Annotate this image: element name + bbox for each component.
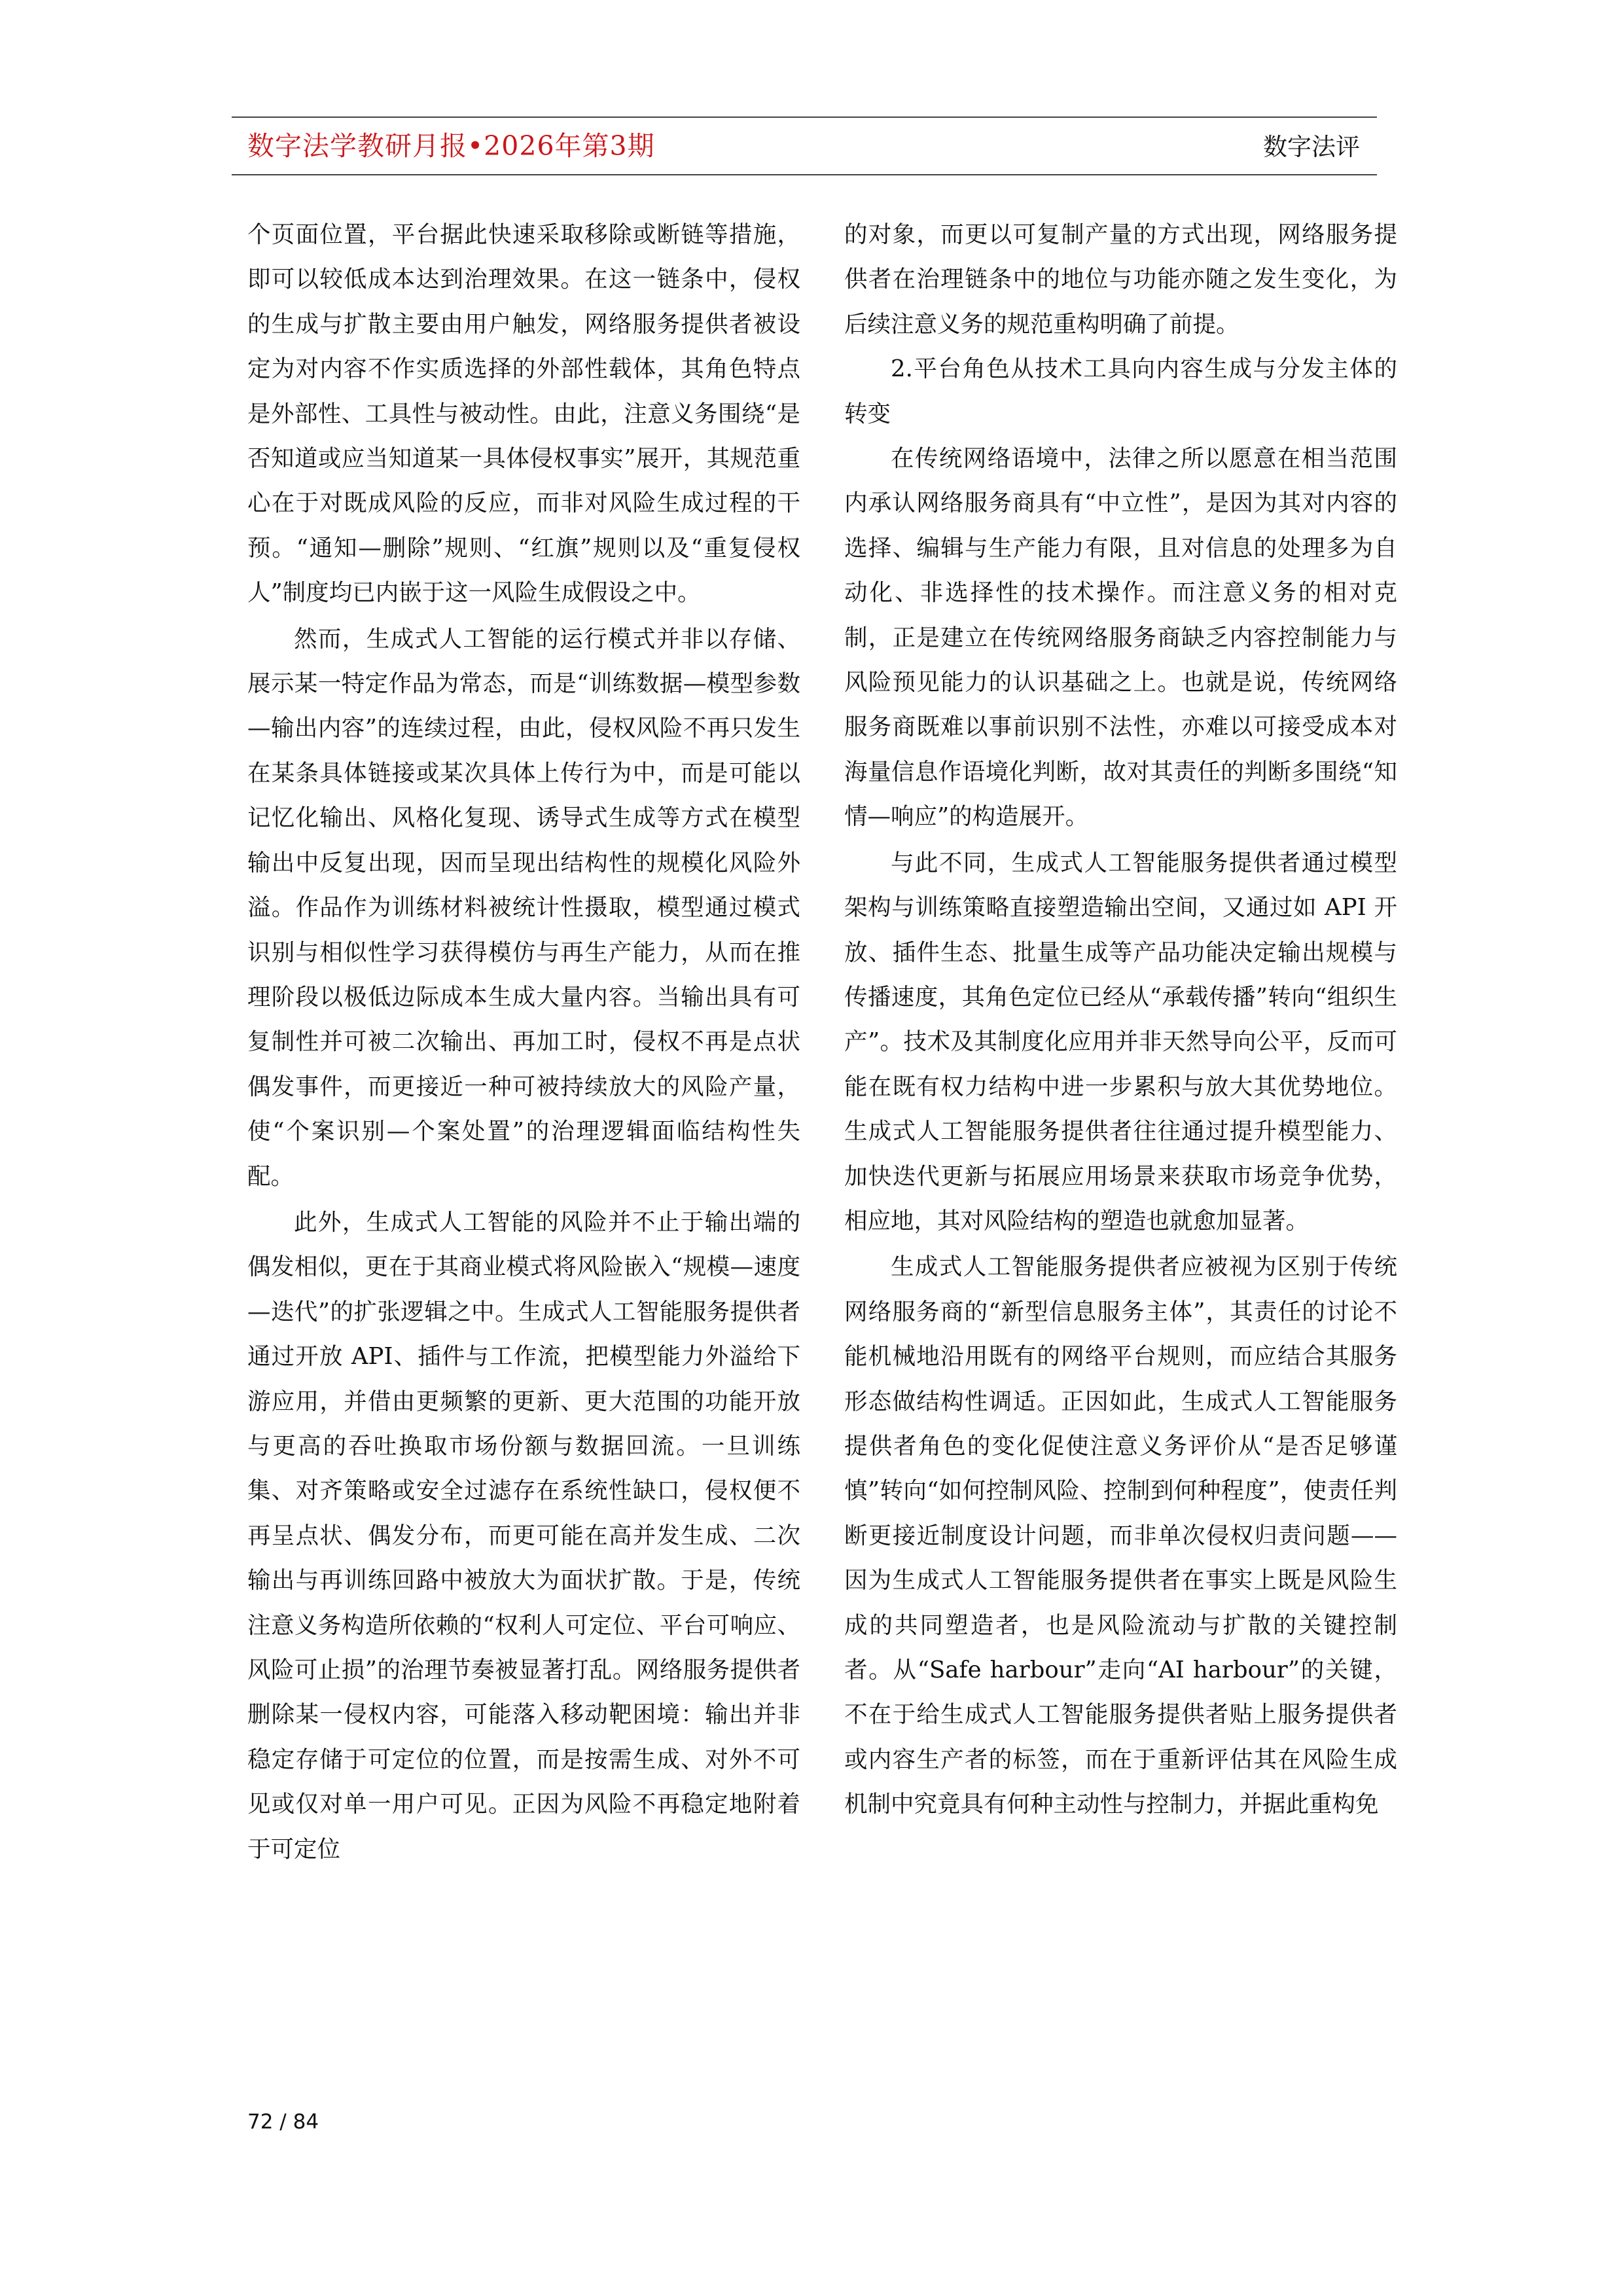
- section-subheading: 2.平台角色从技术工具向内容生成与分发主体的转变: [844, 355, 1397, 427]
- paragraph: 此外，生成式人工智能的风险并不止于输出端的偶发相似，更在于其商业模式将风险嵌入“规模—速度—迭代”的扩张逻辑之中。生成式人工智能服务提供者通过开放 API、插件与工作流，把模型能力外溢给下游应用，并借由更频繁的更新、更大范围的功能开放与更高的吞吐换取市场份额与数据回流。一旦训练集、对齐策略或安全过滤存在系统性缺口，侵权便不再呈点状、偶发分布，而更可能在高并发生成、二次输出与再训练回路中被放大为面状扩散。于是，传统注意义务构造所依赖的“权利人可定位、平台可响应、风险可止损”的治理节奏被显著打乱。网络服务提供者删除某一侵权内容，可能落入移动靶困境：输出并非稳定存储于可定位的位置，而是按需生成、对外不可见或仅对单一用户可见。正因为风险不再稳定地附着于可定位: [247, 1208, 800, 1863]
- section-name: 数字法评: [1263, 133, 1360, 161]
- running-header: [232, 117, 1377, 175]
- paragraph: 生成式人工智能服务提供者应被视为区别于传统网络服务商的“新型信息服务主体”，其责任的讨论不能机械地沿用既有的网络平台规则，而应结合其服务形态做结构性调适。正因如此，生成式人工智能服务提供者角色的变化促使注意义务评价从“是否足够谨慎”转向“如何控制风险、控制到何种程度”，使责任判断更接近制度设计问题，而非单次侵权归责问题——因为生成式人工智能服务提供者在事实上既是风险生成的共同塑造者，也是风险流动与扩散的关键控制者。从“Safe harbour”走向“AI harbour”的关键，不在于给生成式人工智能服务提供者贴上服务提供者或内容生产者的标签，而在于重新评估其在风险生成机制中究竟具有何种主动性与控制力，并据此重构免: [844, 1253, 1397, 1818]
- paragraph: 在传统网络语境中，法律之所以愿意在相当范围内承认网络服务商具有“中立性”，是因为其对内容的选择、编辑与生产能力有限，且对信息的处理多为自动化、非选择性的技术操作。而注意义务的相对克制，正是建立在传统网络服务商缺乏内容控制能力与风险预见能力的认识基础之上。也就是说，传统网络服务商既难以事前识别不法性，亦难以可接受成本对海量信息作语境化判断，故对其责任的判断多围绕“知情—响应”的构造展开。: [844, 445, 1397, 831]
- page-number: 72 / 84: [247, 2110, 319, 2134]
- paragraph: 的对象，而更以可复制产量的方式出现，网络服务提供者在治理链条中的地位与功能亦随之发生变化，为后续注意义务的规范重构明确了前提。: [844, 221, 1397, 338]
- journal-title: 数字法学教研月报•2026年第3期: [247, 130, 655, 162]
- paragraph: 然而，生成式人工智能的运行模式并非以存储、展示某一特定作品为常态，而是“训练数据—模型参数—输出内容”的连续过程，由此，侵权风险不再只发生在某条具体链接或某次具体上传行为中，而是可能以记忆化输出、风格化复现、诱导式生成等方式在模型输出中反复出现，因而呈现出结构性的规模化风险外溢。作品作为训练材料被统计性摄取，模型通过模式识别与相似性学习获得模仿与再生产能力，从而在推理阶段以极低边际成本生成大量内容。当输出具有可复制性并可被二次输出、再加工时，侵权不再是点状偶发事件，而更接近一种可被持续放大的风险产量，使“个案识别—个案处置”的治理逻辑面临结构性失配。: [247, 625, 800, 1190]
- paragraph: 个页面位置，平台据此快速采取移除或断链等措施，即可以较低成本达到治理效果。在这一链条中，侵权的生成与扩散主要由用户触发，网络服务提供者被设定为对内容不作实质选择的外部性载体，其角色特点是外部性、工具性与被动性。由此，注意义务围绕“是否知道或应当知道某一具体侵权事实”展开，其规范重心在于对既成风险的反应，而非对风险生成过程的干预。“通知—删除”规则、“红旗”规则以及“重复侵权人”制度均已内嵌于这一风险生成假设之中。: [247, 221, 800, 607]
- right-column: [844, 213, 1397, 1827]
- paragraph: 与此不同，生成式人工智能服务提供者通过模型架构与训练策略直接塑造输出空间，又通过如 API 开放、插件生态、批量生成等产品功能决定输出规模与传播速度，其角色定位已经从“承载传播”转向“组织生产”。技术及其制度化应用并非天然导向公平，反而可能在既有权力结构中进一步累积与放大其优势地位。生成式人工智能服务提供者往往通过提升模型能力、加快迭代更新与拓展应用场景来获取市场竞争优势，相应地，其对风险结构的塑造也就愈加显著。: [844, 849, 1397, 1234]
- left-column: [247, 213, 800, 1872]
